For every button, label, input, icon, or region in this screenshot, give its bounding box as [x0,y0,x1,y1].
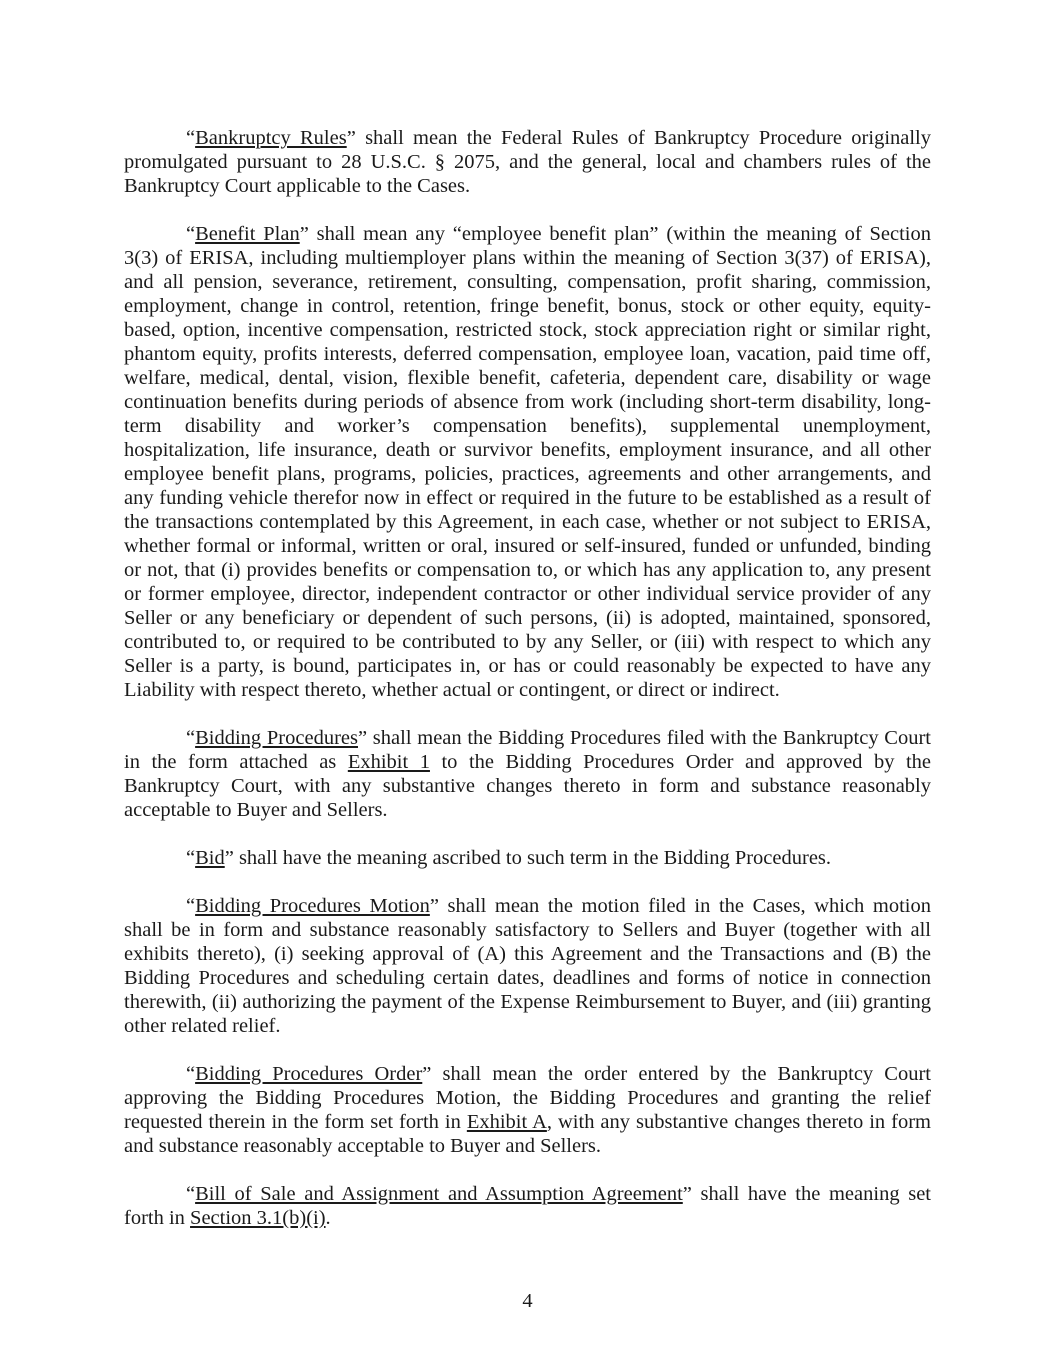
text-run: “ [186,895,196,917]
text-run: ” shall mean the order entered by the Bankruptcy Court approving the Bidding Procedures Motion, the Bidding Procedures and granting the relief requested therein in the form set forth in [124,1063,931,1133]
text-run: “ [186,1063,196,1085]
exhibit-reference: Exhibit A [466,1111,547,1133]
text-run: . [325,1207,331,1229]
text-run: ” shall mean the Federal Rules of Bankruptcy Procedure originally promulgated pursuant to 28 U.S.C. § 2075, and the general, local and chambers rules of the Bankruptcy Court applicable to the Cases. [124,127,932,197]
text-run: “ [186,1183,196,1205]
definition-bidding-procedures [124,726,931,822]
defined-term: Bidding Procedures Motion [195,895,430,917]
document-body [124,126,931,1254]
defined-term: Bankruptcy Rules [195,127,347,149]
definition-bid [124,846,931,870]
text-run: ” shall have the meaning ascribed to such term in the Bidding Procedures. [224,847,832,869]
defined-term: Bidding Procedures Order [195,1063,423,1085]
text-run: ” shall have the meaning set forth in [124,1183,932,1229]
text-run: ” shall mean any “employee benefit plan” (within the meaning of Section 3(3) of ERISA, including multiemployer plans within the meaning of Section 3(37) of ERISA), and all pension, severance, retirement, consulting, compensation, profit sharing, commission, employment, change in control, retention, fringe benefit, bonus, stock or other equity, equity-based, option, incentive compensation, restricted stock, stock appreciation right or similar right, phantom equity, profits interests, deferred compensation, employee loan, vacation, paid time off, welfare, medical, dental, vision, flexible benefit, cafeteria, dependent care, disability or wage continuation benefits during periods of absence from work (including short-term disability, long-term disability and worker’s compensation benefits), supplemental unemployment, hospitalization, life insurance, death or survivor benefits, employment insurance, and all other employee benefit plans, programs, policies, practices, agreements and other arrangements, and any funding vehicle therefor now in effect or required in the future to be established as a result of the transactions contemplated by this Agreement, in each case, whether or not subject to ERISA, whether formal or informal, written or oral, insured or self-insured, funded or unfunded, binding or not, that (i) provides benefits or compensation to, or which has any application to, any present or former employee, director, independent contractor or other individual service provider of any Seller or any beneficiary or dependent of such persons, (ii) is adopted, maintained, sponsored, contributed to, or required to be contributed to by any Seller, or (iii) with respect to which any Seller is a party, is bound, participates in, or has or could reasonably be expected to have any Liability with respect thereto, whether actual or contingent, or direct or indirect. [124,223,931,701]
text-run: to the Bidding Procedures Order and approved by the Bankruptcy Court, with any substantive changes thereto in form and substance reasonably acceptable to Buyer and Sellers. [124,751,932,821]
defined-term: Benefit Plan [195,223,300,245]
definition-bill-of-sale [124,1182,931,1230]
defined-term: Bidding Procedures [195,727,358,749]
text-run: “ [186,727,196,749]
defined-term: Bid [195,847,225,869]
page-footer [0,1289,1055,1313]
definition-benefit-plan [124,222,931,702]
text-run: ” shall mean the motion filed in the Cases, which motion shall be in form and substance reasonably satisfactory to Sellers and Buyer (together with all exhibits thereto), (i) seeking approval of (A) this Agreement and the Transactions and (B) the Bidding Procedures and scheduling certain dates, deadlines and forms of notice in connection therewith, (ii) authorizing the payment of the Expense Reimbursement to Buyer, and (iii) granting other related relief. [124,895,931,1037]
section-reference: Section 3.1(b)(i) [190,1207,326,1229]
text-run: “ [186,847,196,869]
definition-bankruptcy-rules [124,126,931,198]
text-run: “ [186,223,196,245]
page-number: 4 [522,1290,533,1312]
definition-bidding-procedures-order [124,1062,931,1158]
text-run: , with any substantive changes thereto in form and substance reasonably acceptable to Buyer and Sellers. [124,1111,931,1157]
text-run: ” shall mean the Bidding Procedures filed with the Bankruptcy Court in the form attached as [124,727,931,773]
definition-bidding-procedures-motion [124,894,931,1038]
defined-term: Bill of Sale and Assignment and Assumption Agreement [195,1183,683,1205]
exhibit-reference: Exhibit 1 [347,751,430,773]
text-run: “ [186,127,196,149]
